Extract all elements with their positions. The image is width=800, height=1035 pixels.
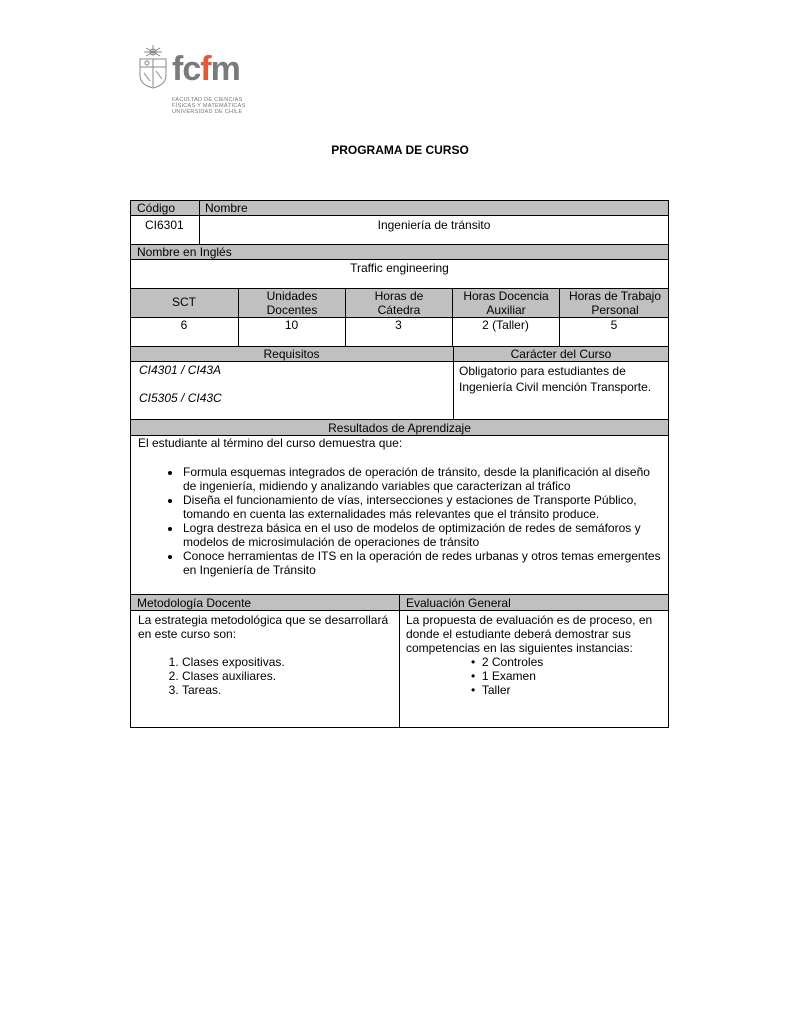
list-item: • Logra destreza básica en el uso de modelos de optimización de redes de semáforos y modelos de microsimulación de operaciones de tránsito	[182, 521, 666, 549]
evaluacion-label: Evaluación General	[406, 596, 511, 610]
metodologia-list	[132, 655, 396, 697]
credits-value-auxiliar: 2 (Taller)	[482, 318, 529, 332]
list-item: • Diseña el funcionamiento de vías, intersecciones y estaciones de Transporte Público, tomando en cuenta las externalidades más relevantes que el tránsito produce.	[182, 493, 666, 521]
resultados-list	[132, 465, 666, 577]
credits-value-personal: 5	[610, 318, 618, 332]
course-code: CI6301	[145, 218, 184, 232]
fcfm-logo	[136, 43, 256, 117]
credits-header-sct: SCT	[172, 295, 196, 309]
credits-value-sct: 6	[180, 318, 188, 332]
divider	[399, 594, 400, 728]
evaluacion-list	[471, 655, 661, 697]
english-name: Traffic engineering	[350, 261, 449, 275]
list-item: 3. Tareas.	[182, 683, 396, 697]
credits-header-catedra: Horas de Cátedra	[374, 289, 424, 317]
requisitos-label: Requisitos	[263, 347, 320, 361]
metodologia-label: Metodología Docente	[137, 596, 252, 610]
credits-header-personal: Horas de Trabajo Personal	[568, 289, 662, 317]
english-name-label: Nombre en Inglés	[137, 245, 232, 259]
university-crest-icon	[136, 43, 170, 89]
list-item: • 1 Examen	[471, 669, 536, 683]
codigo-label: Código	[137, 201, 176, 215]
nombre-label: Nombre	[205, 201, 248, 215]
list-item: • Conoce herramientas de ITS en la operación de redes urbanas y otros temas emergentes en Ingeniería de Tránsito	[182, 549, 666, 577]
requisito-2: CI5305 / CI43C	[139, 391, 222, 405]
page-title: PROGRAMA DE CURSO	[331, 143, 469, 157]
logo-wordmark: fcfm	[172, 50, 240, 88]
credits-header-unidades: Unidades Docentes	[266, 289, 318, 317]
requisito-1: CI4301 / CI43A	[139, 363, 222, 377]
course-name: Ingeniería de tránsito	[377, 218, 491, 232]
list-item: • Taller	[471, 683, 511, 697]
resultados-intro: El estudiante al término del curso demuestra que:	[138, 436, 403, 450]
credits-value-catedra: 3	[395, 318, 402, 332]
list-item: • 2 Controles	[471, 655, 544, 669]
resultados-label: Resultados de Aprendizaje	[328, 421, 471, 435]
evaluacion-intro: La propuesta de evaluación es de proceso, en donde el estudiante deberá demostrar sus competencias en las siguientes instancias:	[406, 613, 653, 655]
list-item: 2. Clases auxiliares.	[182, 669, 396, 683]
caracter-label: Carácter del Curso	[510, 347, 612, 361]
credits-header-auxiliar: Horas Docencia Auxiliar	[463, 289, 549, 317]
list-item: 1. Clases expositivas.	[182, 655, 396, 669]
caracter-text: Obligatorio para estudiantes de Ingeniería Civil mención Transporte.	[459, 364, 652, 394]
credits-value-unidades: 10	[284, 318, 299, 332]
logo-subtitle: FACULTAD DE CIENCIAS FÍSICAS Y MATEMÁTICAS UNIVERSIDAD DE CHILE	[172, 97, 246, 115]
list-item: • Formula esquemas integrados de operación de tránsito, desde la planificación al diseño de ingeniería, midiendo y analizando variables que caracterizan al tráfico	[182, 465, 666, 493]
metodologia-intro: La estrategia metodológica que se desarrollará en este curso son:	[138, 613, 389, 641]
